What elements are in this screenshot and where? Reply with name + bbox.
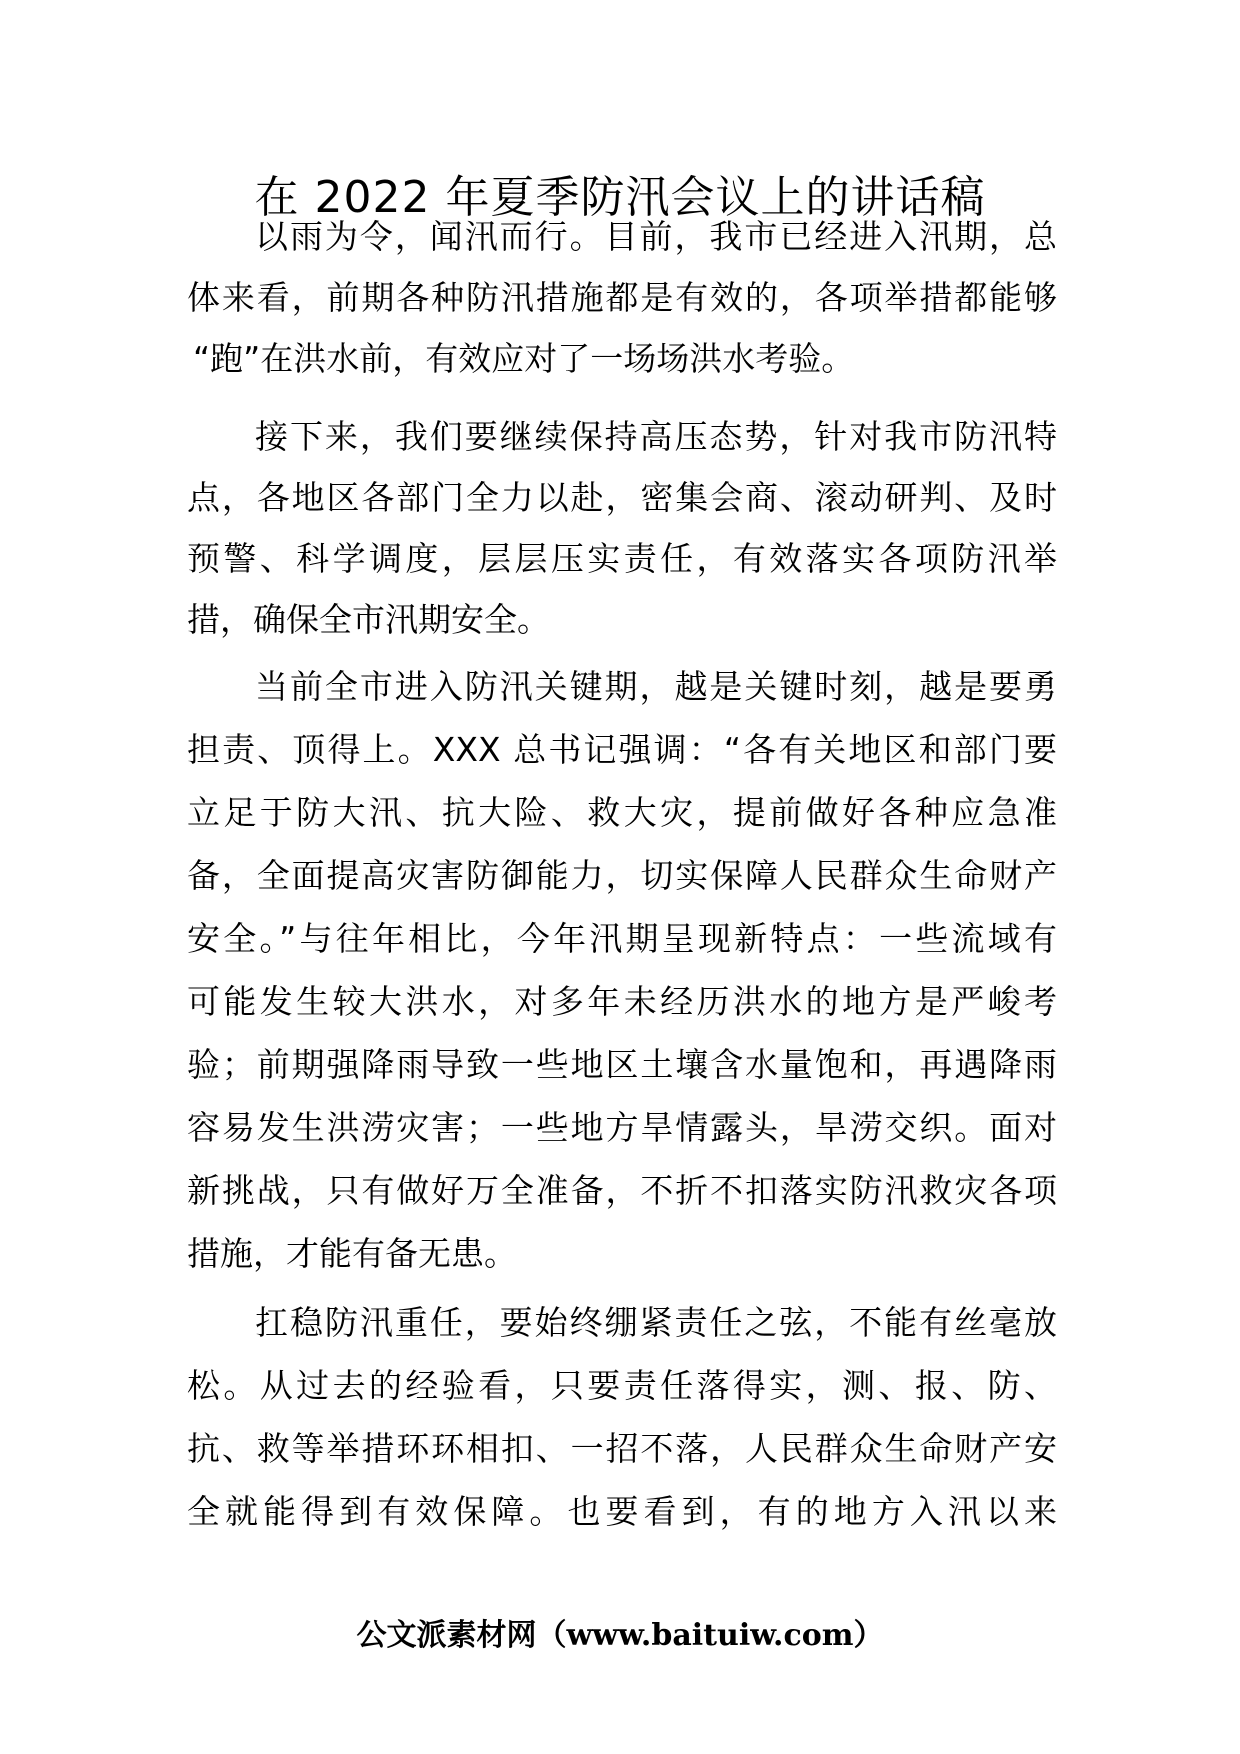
- text-line: 点，各地区各部门全力以赴，密集会商、滚动研判、及时: [187, 478, 1057, 517]
- text-line: 措，确保全市汛期安全。: [187, 600, 550, 639]
- document-title: 在 2022 年夏季防汛会议上的讲话稿: [254, 172, 986, 223]
- text-line: 立足于防大汛、抗大险、救大灾，提前做好各种应急准: [187, 793, 1057, 832]
- text-line: 当前全市进入防汛关键期，越是关键时刻，越是要勇: [255, 667, 1057, 706]
- text-line: 担责、顶得上。XXX 总书记强调：“各有关地区和部门要: [187, 730, 1057, 769]
- text-line: 以雨为令，闻汛而行。目前，我市已经进入汛期，总: [255, 217, 1057, 256]
- text-line: 接下来，我们要继续保持高压态势，针对我市防汛特: [255, 417, 1057, 456]
- text-line: 预警、科学调度，层层压实责任，有效落实各项防汛举: [187, 539, 1057, 578]
- text-line: 松。从过去的经验看，只要责任落得实，测、报、防、: [187, 1366, 1057, 1405]
- text-line: 抗、救等举措环环相扣、一招不落，人民群众生命财产安: [187, 1429, 1057, 1468]
- text-line: 扛稳防汛重任，要始终绷紧责任之弦，不能有丝毫放: [255, 1303, 1057, 1342]
- text-line: 验；前期强降雨导致一些地区土壤含水量饱和，再遇降雨: [187, 1045, 1057, 1084]
- text-line: 备，全面提高灾害防御能力，切实保障人民群众生命财产: [187, 856, 1057, 895]
- text-line: 全就能得到有效保障。也要看到，有的地方入汛以来: [187, 1492, 1057, 1531]
- text-line: 可能发生较大洪水，对多年未经历洪水的地方是严峻考: [187, 982, 1057, 1021]
- text-line: 容易发生洪涝灾害；一些地方旱情露头，旱涝交织。面对: [187, 1108, 1057, 1147]
- text-line: 安全。”与往年相比，今年汛期呈现新特点：一些流域有: [187, 919, 1057, 958]
- text-line: 体来看，前期各种防汛措施都是有效的，各项举措都能够: [187, 278, 1057, 317]
- text-line: “跑”在洪水前，有效应对了一场场洪水考验。: [193, 339, 855, 378]
- text-line: 措施，才能有备无患。: [187, 1234, 517, 1273]
- text-line: 新挑战，只有做好万全准备，不折不扣落实防汛救灾各项: [187, 1171, 1057, 1210]
- watermark-footer: 公文派素材网（www.baituiw.com）: [356, 1618, 884, 1653]
